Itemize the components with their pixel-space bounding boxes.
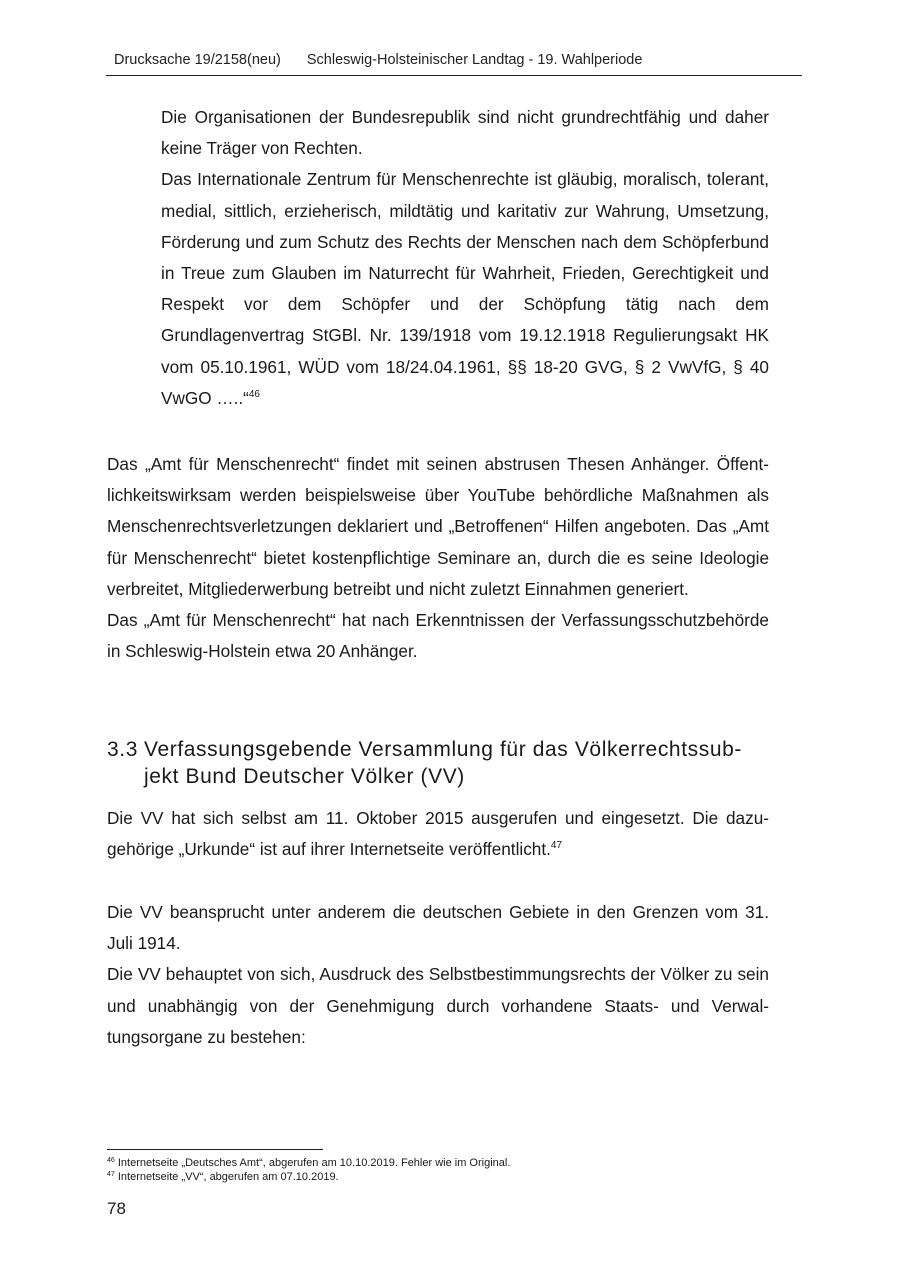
header-parliament: Schleswig-Holsteinischer Landtag - 19. Wahlperiode: [306, 52, 643, 68]
paragraph-vv-claims-b: Die VV behauptet von sich, Ausdruck des Selbstbestimmungsrechts der Völker zu sein und unabhängig von der Genehmigung durch vorhandene Staats- und Verwaltungsorgane zu bestehen:: [107, 964, 769, 1047]
footnote-ref-47[interactable]: 47: [550, 840, 563, 852]
footnote-number: 47: [107, 1171, 115, 1178]
paragraph-vv-claims-a: Die VV beansprucht unter anderem die deutschen Gebiete in den Grenzen vom 31. Juli 1914.: [107, 902, 769, 954]
quote-block: [161, 102, 769, 414]
footnote-46: [107, 1156, 769, 1170]
body-paragraph-vv-claims: [107, 897, 769, 1053]
footnote-text: Internetseite „Deutsches Amt“, abgerufen am 10.10.2019. Fehler wie im Original.: [117, 1157, 511, 1169]
section-heading: [107, 736, 769, 790]
footnote-separator: [107, 1149, 323, 1150]
section-title-line-2: jekt Bund Deutscher Völker (VV): [144, 765, 465, 788]
quote-paragraph-1: Die Organisationen der Bundesrepublik sind nicht grundrechtfähig und daher keine Träger von Rechten.: [161, 107, 769, 159]
paragraph-vv-founding-text: Die VV hat sich selbst am 11. Oktober 2015 ausgerufen und eingesetzt. Die dazugehörige „Urkunde“ ist auf ihrer Internetseite veröffentlicht.: [107, 808, 769, 860]
paragraph-vv-founding: [107, 803, 769, 865]
paragraph-amt-a: Das „Amt für Menschenrecht“ findet mit seinen abstrusen Thesen Anhänger. Öffentlichkeitswirksam werden beispielsweise über YouTube behördliche Maßnahmen als Menschenrechtsverletzungen deklariert und „Betroffenen“ Hilfen angeboten. Das „Amt für Menschenrecht“ bietet kostenpflichtige Seminare an, durch die es seine Ideologie verbreitet, Mitgliederwerbung betreibt und nicht zuletzt Einnahmen generiert.: [107, 454, 769, 599]
paragraph-amt-b: Das „Amt für Menschenrecht“ hat nach Erkenntnissen der Verfassungsschutzbehörde in Schleswig-Holstein etwa 20 Anhänger.: [107, 610, 769, 662]
section-title-line-1: Verfassungsgebende Versammlung für das Völkerrechtssub-: [144, 738, 742, 761]
body-paragraph-vv-founding: [107, 803, 769, 865]
footnotes: [107, 1156, 769, 1184]
page-header: [106, 52, 802, 76]
quote-paragraph-2: [161, 164, 769, 414]
footnote-47: [107, 1170, 769, 1184]
footnote-text: Internetseite „VV“, abgerufen am 07.10.2019.: [117, 1171, 339, 1183]
body-paragraph-amt: [107, 449, 769, 667]
footnote-ref-46[interactable]: 46: [248, 388, 260, 400]
section-number: 3.3: [107, 738, 138, 761]
quote-paragraph-2-text: Das Internationale Zentrum für Menschenrechte ist gläubig, moralisch, tolerant, medial, sittlich, erzieherisch, mildtätig und karitativ zur Wahrung, Umsetzung, Förderung und zum Schutz des Rechts der Menschen nach dem Schöpferbund in Treue zum Glauben im Naturrecht für Wahrheit, Frieden, Gerechtigkeit und Respekt vor dem Schöpfer und der Schöpfung tätig nach dem Grundlagenvertrag StGBl. Nr. 139/1918 vom 19.12.1918 Regulierungsakt HK vom 05.10.1961, WÜD vom 18/24.04.1961, §§ 18-20 GVG, § 2 VwVfG, § 40 VwGO …..“: [161, 169, 769, 408]
page-number: 78: [107, 1199, 126, 1218]
header-doc-number: Drucksache 19/2158(neu): [114, 52, 281, 68]
footnote-number: 46: [107, 1157, 115, 1164]
